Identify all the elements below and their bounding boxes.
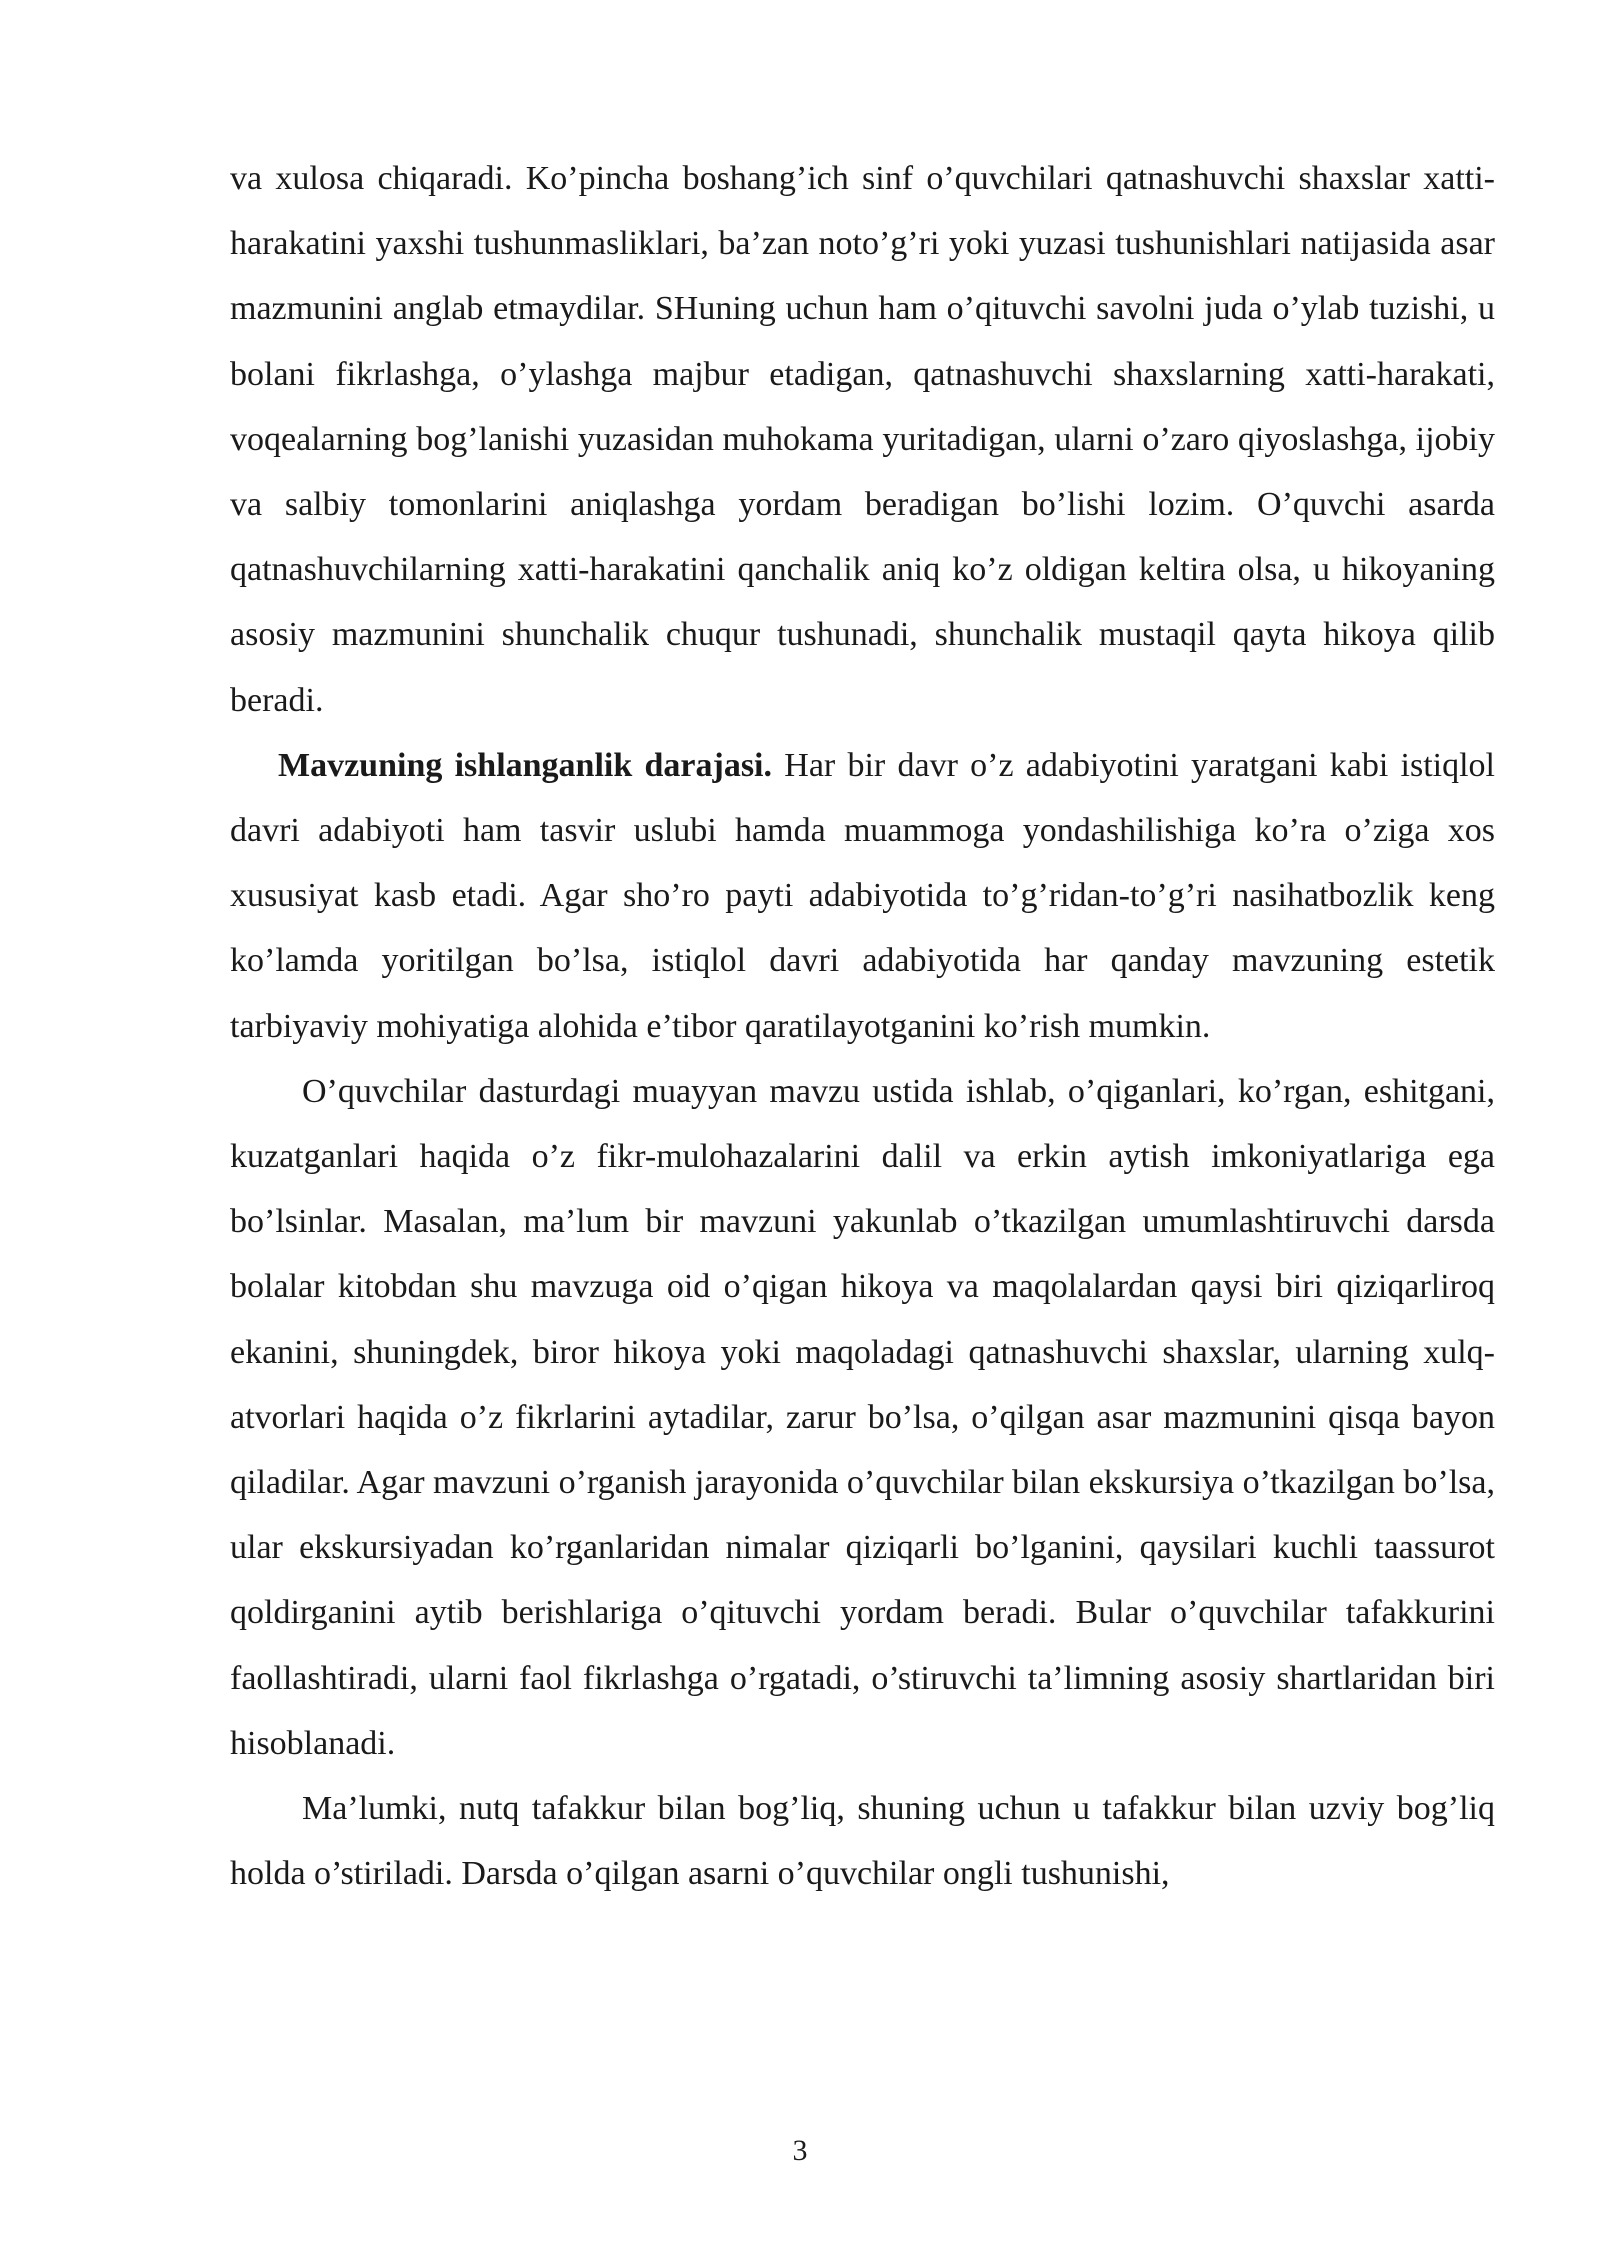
section-heading: Mavzuning ishlanganlik darajasi. <box>278 746 773 784</box>
body-text <box>230 146 1495 1906</box>
paragraph-students-topics <box>230 1059 1495 1776</box>
paragraph-continuation <box>230 146 1495 733</box>
paragraph-speech-thinking <box>230 1776 1495 1906</box>
paragraph-degree-of-study <box>230 733 1495 1059</box>
page-number: 3 <box>792 2134 808 2167</box>
paragraph-text: Ma’lumki, nutq tafakkur bilan bog’liq, shuning uchun u tafakkur bilan uzviy bog’liq holda o’stiriladi. Darsda o’qilgan asarni o’quvchilar ongli tushunishi, <box>230 1790 1495 1893</box>
paragraph-text: Har bir davr o’z adabiyotini yaratgani kabi istiqlol davri adabiyoti ham tasvir uslubi hamda muammoga yondashilishiga ko’ra o’ziga xos xususiyat kasb etadi. Agar sho’ro payti adabiyotida to’g’ridan-to’g’ri nasihatbozlik keng ko’lamda yoritilgan bo’lsa, istiqlol davri adabiyotida har qanday mavzuning estetik tarbiyaviy mohiyatiga alohida e’tibor qaratilayotganini ko’rish mumkin. <box>230 746 1496 1045</box>
paragraph-text: O’quvchilar dasturdagi muayyan mavzu ustida ishlab, o’qiganlari, ko’rgan, eshitgani, kuzatganlari haqida o’z fikr-mulohazalarini dalil va erkin aytish imkoniyatlariga ega bo’lsinlar. Masalan, ma’lum bir mavzuni yakunlab o’tkazilgan umumlashtiruvchi darsda bolalar kitobdan shu mavzuga oid o’qigan hikoya va maqolalardan qaysi biri qiziqarliroq ekanini, shuningdek, biror hikoya yoki maqoladagi qatnashuvchi shaxslar, ularning xulq-atvorlari haqida o’z fikrlarini aytadilar, zarur bo’lsa, o’qilgan asar mazmunini qisqa bayon qiladilar. Agar mavzuni o’rganish jarayonida o’quvchilar bilan ekskursiya o’tkazilgan bo’lsa, ular ekskursiyadan ko’rganlaridan nimalar qiziqarli bo’lganini, qaysilari kuchli taassurot qoldirganini aytib berishlariga o’qituvchi yordam beradi. Bular o’quvchilar tafakkurini faollashtiradi, ularni faol fikrlashga o’rgatadi, o’stiruvchi ta’limning asosiy shartlaridan biri hisoblanadi. <box>230 1072 1495 1762</box>
paragraph-text: va xulosa chiqaradi. Ko’pincha boshang’ich sinf o’quvchilari qatnashuvchi shaxslar xatti-harakatini yaxshi tushunmasliklari, ba’zan noto’g’ri yoki yuzasi tushunishlari natijasida asar mazmunini anglab etmaydilar. SHuning uchun ham o’qituvchi savolni juda o’ylab tuzishi, u bolani fikrlashga, o’ylashga majbur etadigan, qatnashuvchi shaxslarning xatti-harakati, voqealarning bog’lanishi yuzasidan muhokama yuritadigan, ularni o’zaro qiyoslashga, ijobiy va salbiy tomonlarini aniqlashga yordam beradigan bo’lishi lozim. O’quvchi asarda qatnashuvchilarning xatti-harakatini qanchalik aniq ko’z oldigan keltira olsa, u hikoyaning asosiy mazmunini shunchalik chuqur tushunadi, shunchalik mustaqil qayta hikoya qilib beradi. <box>230 160 1495 719</box>
